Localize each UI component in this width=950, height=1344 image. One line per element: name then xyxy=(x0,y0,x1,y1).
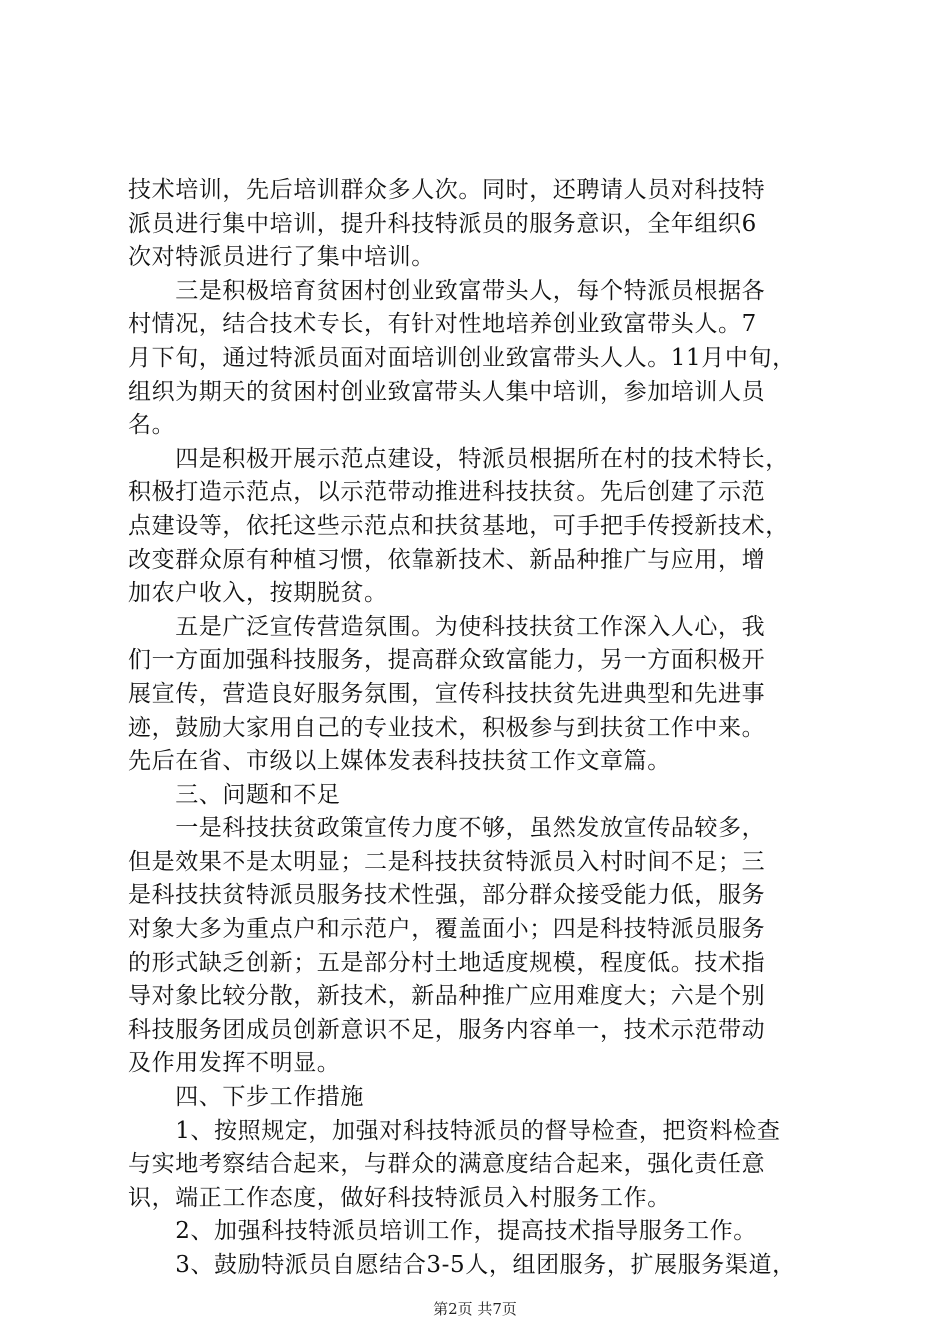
text-line: 科技服务团成员创新意识不足，服务内容单一，技术示范带动 xyxy=(128,1016,766,1043)
text-line: 名。 xyxy=(128,412,176,439)
text-line: 先后在省、市级以上媒体发表科技扶贫工作文章篇。 xyxy=(128,748,671,775)
text-line: 改变群众原有种植习惯，依靠新技术、新品种推广与应用，增 xyxy=(128,546,766,573)
text-line: 三是积极培育贫困村创业致富带头人，每个特派员根据各 xyxy=(128,277,766,304)
text-line: 加农户收入，按期脱贫。 xyxy=(128,580,388,607)
text-line: 展宣传，营造良好服务氛围，宣传科技扶贫先进典型和先进事 xyxy=(128,680,766,707)
text-line: 2、加强科技特派员培训工作，提高技术指导服务工作。 xyxy=(128,1218,757,1245)
text-line: 3、鼓励特派员自愿结合3-5人，组团服务，扩展服务渠道， xyxy=(128,1252,796,1278)
text-line: 与实地考察结合起来，与群众的满意度结合起来，强化责任意 xyxy=(128,1151,766,1178)
text-line: 对象大多为重点户和示范户，覆盖面小；四是科技特派员服务 xyxy=(128,916,766,943)
text-line: 但是效果不是太明显；二是科技扶贫特派员入村时间不足；三 xyxy=(128,848,766,875)
text-line: 一是科技扶贫政策宣传力度不够，虽然发放宣传品较多， xyxy=(128,815,766,842)
text-line: 导对象比较分散，新技术，新品种推广应用难度大；六是个别 xyxy=(128,983,766,1010)
page-footer: 第2页 共7页 xyxy=(433,1300,517,1318)
section-heading: 三、问题和不足 xyxy=(128,781,341,808)
text-line: 五是广泛宣传营造氛围。为使科技扶贫工作深入人心，我 xyxy=(128,613,766,640)
text-line: 是科技扶贫特派员服务技术性强，部分群众接受能力低，服务 xyxy=(128,882,766,909)
text-line: 点建设等，依托这些示范点和扶贫基地，可手把手传授新技术， xyxy=(128,512,789,539)
section-heading: 四、下步工作措施 xyxy=(128,1084,364,1111)
text-line: 识，端正工作态度，做好科技特派员入村服务工作。 xyxy=(128,1184,671,1211)
text-line: 1、按照规定，加强对科技特派员的督导检查，把资料检查 xyxy=(128,1117,781,1144)
text-line: 们一方面加强科技服务，提高群众致富能力，另一方面积极开 xyxy=(128,647,766,674)
text-line: 村情况，结合技术专长，有针对性地培养创业致富带头人。7 xyxy=(128,311,757,338)
text-line: 及作用发挥不明显。 xyxy=(128,1050,341,1077)
text-line: 迹，鼓励大家用自己的专业技术，积极参与到扶贫工作中来。 xyxy=(128,714,766,741)
text-line: 四是积极开展示范点建设，特派员根据所在村的技术特长， xyxy=(128,445,789,472)
text-line: 次对特派员进行了集中培训。 xyxy=(128,244,435,271)
text-line: 积极打造示范点，以示范带动推进科技扶贫。先后创建了示范 xyxy=(128,479,766,506)
text-line: 的形式缺乏创新；五是部分村土地适度规模，程度低。技术指 xyxy=(128,949,766,976)
document-body xyxy=(128,174,836,1283)
text-line: 派员进行集中培训，提升科技特派员的服务意识，全年组织6 xyxy=(128,210,757,237)
text-line: 组织为期天的贫困村创业致富带头人集中培训，参加培训人员 xyxy=(128,378,766,405)
text-line: 技术培训，先后培训群众多人次。同时，还聘请人员对科技特 xyxy=(128,177,766,203)
text-line: 月下旬，通过特派员面对面培训创业致富带头人人。11月中旬， xyxy=(128,344,796,371)
